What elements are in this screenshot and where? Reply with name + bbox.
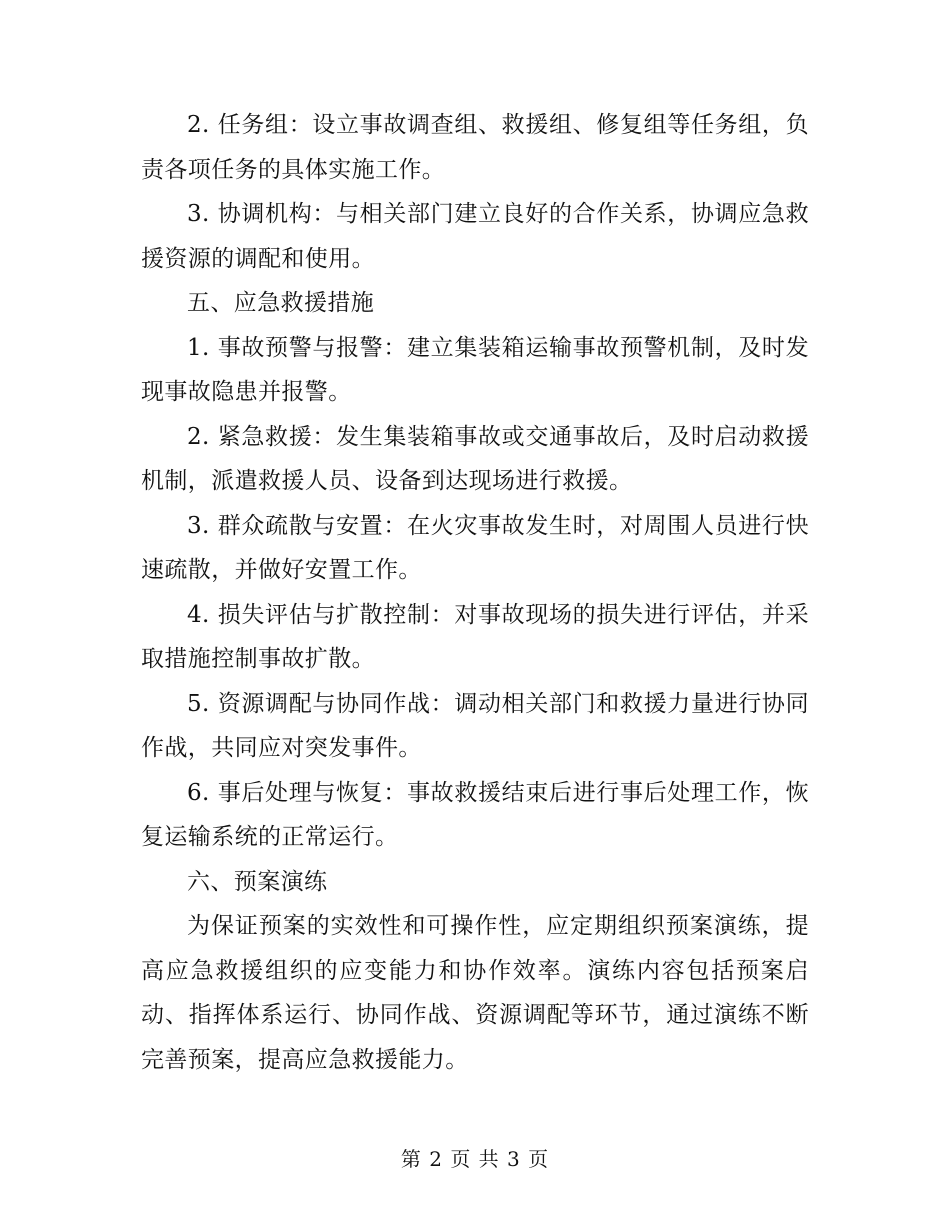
paragraph-evacuation: 3. 群众疏散与安置：在火灾事故发生时，对周围人员进行快速疏散，并做好安置工作。 (141, 512, 809, 583)
paragraph-loss-assessment: 4. 损失评估与扩散控制：对事故现场的损失进行评估，并采取措施控制事故扩散。 (141, 601, 809, 672)
section-heading-drills: 六、预案演练 (187, 868, 328, 895)
paragraph-task-group: 2. 任务组：设立事故调查组、救援组、修复组等任务组，负责各项任务的具体实施工作。 (141, 112, 809, 183)
document-body (141, 103, 809, 1082)
paragraph-coordination: 3. 协调机构：与相关部门建立良好的合作关系，协调应急救援资源的调配和使用。 (141, 201, 809, 272)
page-number-footer: 第 2 页 共 3 页 (400, 1147, 550, 1171)
paragraph-drills: 为保证预案的实效性和可操作性，应定期组织预案演练，提高应急救援组织的应变能力和协作效率。演练内容包括预案启动、指挥体系运行、协同作战、资源调配等环节，通过演练不断完善预案，提高应急救援能力。 (141, 913, 809, 1073)
paragraph-emergency-rescue: 2. 紧急救援：发生集装箱事故或交通事故后，及时启动救援机制，派遣救援人员、设备到达现场进行救援。 (141, 423, 809, 494)
paragraph-warning: 1. 事故预警与报警：建立集装箱运输事故预警机制，及时发现事故隐患并报警。 (141, 334, 809, 405)
paragraph-recovery: 6. 事后处理与恢复：事故救援结束后进行事后处理工作，恢复运输系统的正常运行。 (141, 779, 809, 850)
paragraph-resource-coordination: 5. 资源调配与协同作战：调动相关部门和救援力量进行协同作战，共同应对突发事件。 (141, 690, 809, 761)
section-heading-rescue-measures: 五、应急救援措施 (187, 290, 375, 316)
